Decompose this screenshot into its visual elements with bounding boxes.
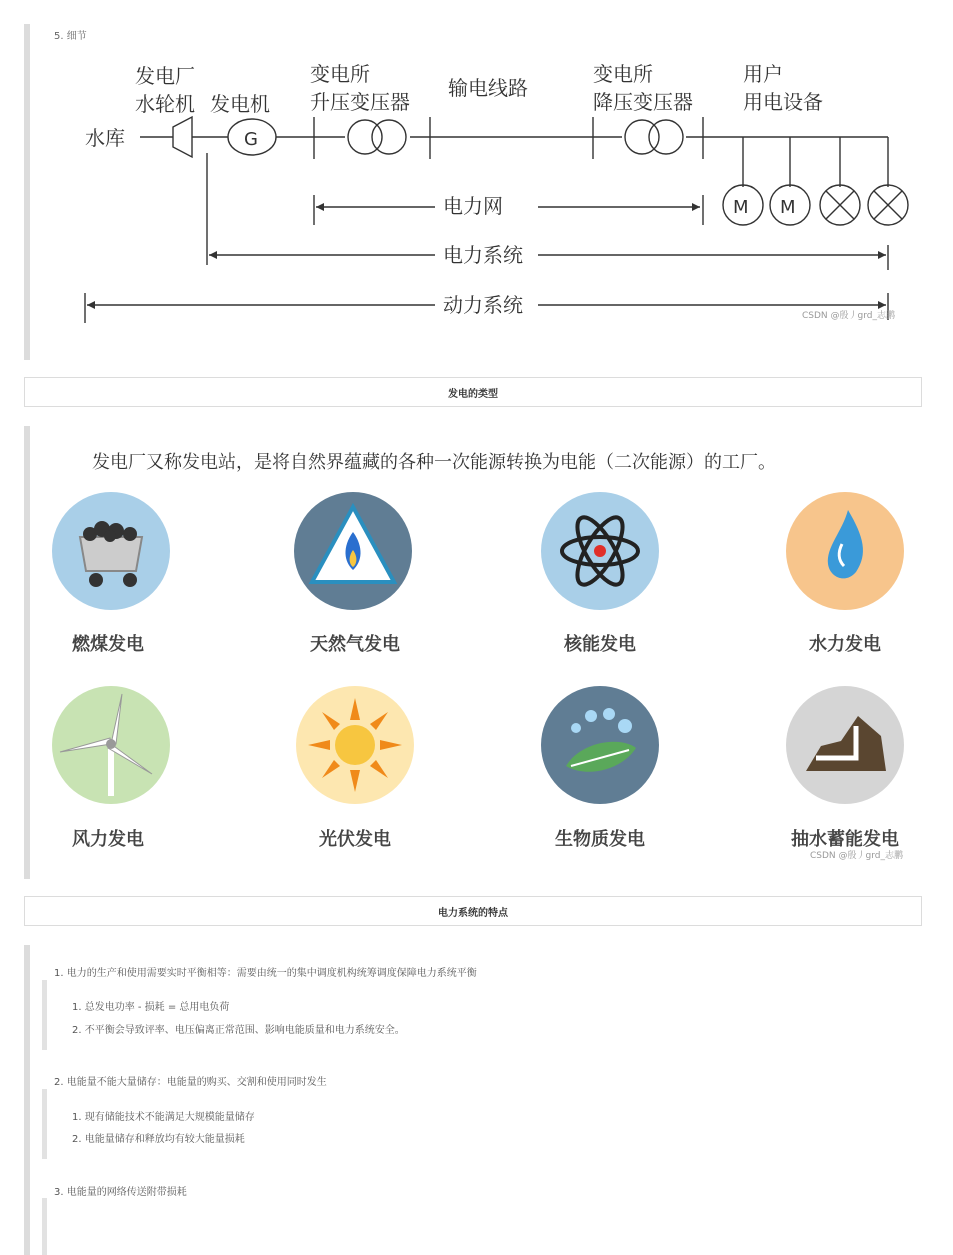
feature-1-item-2: 2. 不平衡会导致评率、电压偏离正常范围、影响电能质量和电力系统安全。 [72,1025,405,1036]
features-header: 电力系统的特点 [24,896,922,926]
feature-2-item-2: 2. 电能量储存和释放均有较大能量损耗 [72,1134,245,1145]
type-label-biomass: 生物质发电 [555,829,645,850]
coal-icon [52,492,170,610]
label-plant: 发电厂 [135,64,195,88]
label-substation-down: 变电所 [593,62,653,86]
sub-quote-1 [42,980,47,1050]
generator-symbol: G [244,129,258,150]
type-label-hydro: 水力发电 [809,634,881,655]
motor-symbol-1: M [733,197,749,218]
wind-icon [52,686,170,804]
type-label-gas: 天然气发电 [310,634,400,655]
sub-quote-2 [42,1089,47,1159]
type-label-pumped: 抽水蓄能发电 [791,829,899,850]
hydro-icon [786,492,904,610]
type-label-coal: 燃煤发电 [72,634,144,655]
watermark: CSDN @殷丿grd_志鹏 [802,311,895,321]
label-grid: 电力网 [443,194,503,218]
types-watermark: CSDN @殷丿grd_志鹏 [810,851,903,861]
type-label-solar: 光伏发电 [319,829,391,850]
pumped-storage-icon [786,686,904,804]
feature-3: 3. 电能量的网络传送附带损耗 [54,1187,187,1198]
nuclear-icon [541,492,659,610]
type-label-wind: 风力发电 [72,829,144,850]
feature-2-item-1: 1. 现有储能技术不能满足大规模能量储存 [72,1112,255,1123]
quote-bar-section5 [24,24,30,360]
types-header: 发电的类型 [24,377,922,407]
motor-symbol-2: M [780,197,796,218]
label-user-devices: 用电设备 [743,90,823,114]
types-intro: 发电厂又称发电站，是将自然界蕴藏的各种一次能源转换为电能（二次能源）的工厂。 [92,452,776,473]
feature-2: 2. 电能量不能大量储存：电能量的购买、交割和使用同时发生 [54,1077,327,1088]
quote-bar-features [24,945,30,1255]
feature-1-item-1: 1. 总发电功率 - 损耗 = 总用电负荷 [72,1002,230,1013]
label-power-system: 电力系统 [443,243,523,267]
label-reservoir: 水库 [85,126,125,150]
type-label-nuclear: 核能发电 [564,634,636,655]
solar-icon [296,686,414,804]
label-user: 用户 [743,62,783,86]
label-step-down: 降压变压器 [593,90,693,114]
feature-1: 1. 电力的生产和使用需要实时平衡相等：需要由统一的集中调度机构统筹调度保障电力系统平衡 [54,968,477,979]
biomass-icon [541,686,659,804]
label-generator: 发电机 [210,92,270,116]
label-dynamic-system: 动力系统 [443,293,523,317]
section5-caption: 5. 细节 [54,31,87,42]
label-line: 输电线路 [448,76,528,100]
natural-gas-icon [294,492,412,610]
sub-quote-3 [42,1198,47,1255]
label-substation-up: 变电所 [310,62,370,86]
power-system-diagram [40,55,920,330]
label-step-up: 升压变压器 [310,90,410,114]
label-turbine: 水轮机 [135,92,195,116]
